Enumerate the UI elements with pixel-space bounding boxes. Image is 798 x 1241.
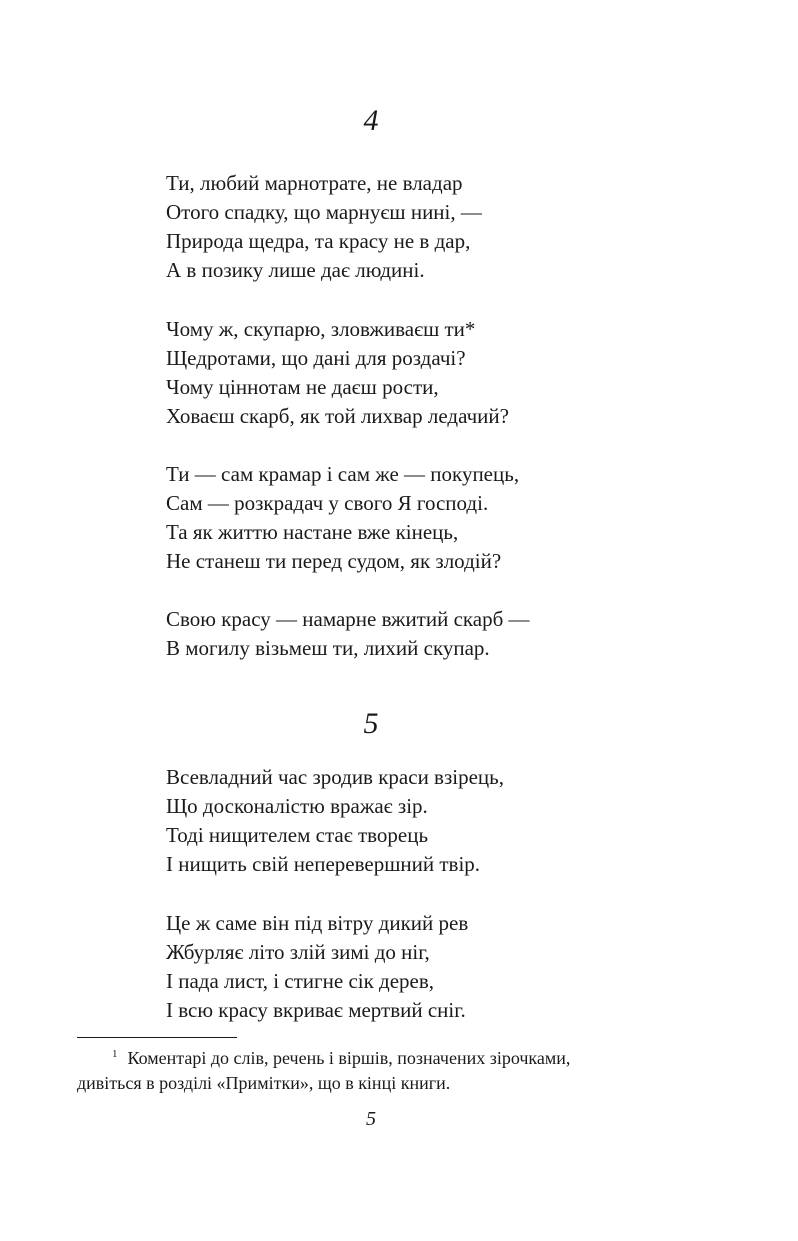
- sonnet-5-stanza-1: [166, 763, 504, 879]
- sonnet-4-number: 4: [363, 104, 379, 137]
- verse-line: Це ж саме він під вітру дикий рев: [166, 911, 469, 935]
- verse-line: А в позику лише дає людині.: [166, 258, 425, 282]
- verse-line: Всевладний час зродив краси взірець,: [166, 765, 504, 789]
- verse-line: Свою красу — намарне вжитий скарб —: [166, 607, 530, 631]
- sonnet-5-number: 5: [363, 707, 379, 740]
- footnote: [77, 1042, 667, 1096]
- verse-line: І пада лист, і стигне сік дерев,: [166, 969, 435, 993]
- verse-line: Та як життю настане вже кінець,: [166, 520, 459, 544]
- verse-line: Жбурляє літо злій зимі до ніг,: [166, 940, 430, 964]
- verse-line: Ховаєш скарб, як той лихвар ледачий?: [166, 404, 509, 428]
- footnote-marker: 1: [112, 1048, 118, 1060]
- verse-line: Тоді нищителем стає творець: [166, 823, 429, 847]
- verse-line: І всю красу вкриває мертвий сніг.: [166, 998, 466, 1022]
- footnote-text-1: Коментарі до слів, речень і віршів, позначених зірочками,: [127, 1048, 571, 1068]
- verse-line: Чому ціннотам не даєш рости,: [166, 375, 439, 399]
- page-number: 5: [366, 1108, 376, 1130]
- verse-line: І нищить свій неперевершний твір.: [166, 852, 481, 876]
- sonnet-5-stanza-2: [166, 909, 468, 1025]
- verse-line: Ти, любий марнотрате, не владар: [166, 171, 463, 195]
- verse-line: Сам — розкрадач у свого Я господі.: [166, 491, 489, 515]
- verse-line: Не станеш ти перед судом, як злодій?: [166, 549, 502, 573]
- verse-line: Природа щедра, та красу не в дар,: [166, 229, 471, 253]
- footnote-divider: [77, 1037, 237, 1038]
- sonnet-4-stanza-1: [166, 169, 482, 285]
- footnote-text-2: дивіться в розділі «Примітки», що в кінці книги.: [77, 1073, 451, 1093]
- verse-line: Отого спадку, що марнуєш нині, —: [166, 200, 482, 224]
- sonnet-4-stanza-3: [166, 460, 519, 576]
- verse-line: В могилу візьмеш ти, лихий скупар.: [166, 636, 490, 660]
- verse-line: Що досконалістю вражає зір.: [166, 794, 428, 818]
- footnote-line-1: [77, 1042, 667, 1071]
- sonnet-4-stanza-2: [166, 315, 509, 431]
- verse-line: Щедротами, що дані для роздачі?: [166, 346, 466, 370]
- sonnet-4-couplet: [166, 605, 530, 663]
- verse-line: Чому ж, скупарю, зловживаєш ти*: [166, 317, 476, 341]
- verse-line: Ти — сам крамар і сам же — покупець,: [166, 462, 520, 486]
